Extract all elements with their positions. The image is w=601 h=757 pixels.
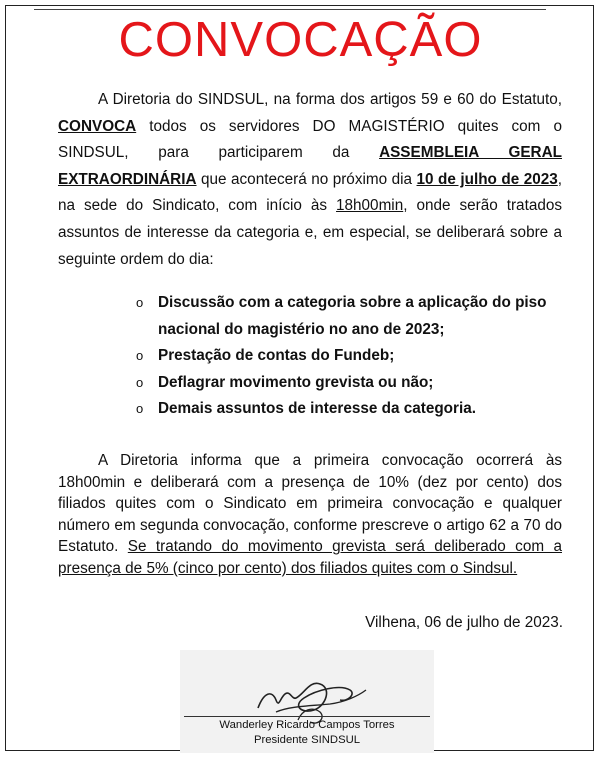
signatory-name: Wanderley Ricardo Campos Torres <box>219 719 395 731</box>
strike-quorum-text: Se tratando do movimento grevista será deliberado com a presença de 5% (cinco por cento) dos filiados quites com o Sindsul. <box>58 538 562 577</box>
convocation-text-3: , na sede do Sindicato, com início às <box>58 170 563 215</box>
place-date: Vilhena, 06 de julho de 2023. <box>365 614 563 631</box>
agenda-list <box>136 290 576 423</box>
document-title: CONVOCAÇÃO <box>118 13 483 67</box>
signatory-block <box>180 718 434 748</box>
agenda-item-text: Discussão com a categoria sobre a aplicação do piso nacional do magistério no ano de 2023; <box>158 294 547 338</box>
paragraph-convocation <box>58 87 562 273</box>
assembleia-label: ASSEMBLEIA GERAL EXTRAORDINÁRIA <box>58 144 562 188</box>
convocation-text-1: todos os servidores DO MAGISTÉRIO quites com o SINDSUL, para participarem da <box>58 117 562 162</box>
agenda-item <box>136 290 576 343</box>
signatory-role: Presidente SINDSUL <box>253 734 361 746</box>
intro-text: A Diretoria do SINDSUL, na forma dos artigos 59 e 60 do Estatuto, <box>98 91 562 108</box>
paragraph-quorum <box>58 450 562 580</box>
agenda-item-text: Deflagrar movimento grevista ou não; <box>158 373 434 391</box>
convocation-text-4: , onde serão tratados assuntos de interesse da categoria e, em especial, se deliberará sobre a seguinte ordem do dia: <box>58 197 562 268</box>
convocation-text-2: que acontecerá no próximo dia <box>196 170 417 188</box>
bullet-icon: o <box>136 374 144 390</box>
agenda-item-text: Demais assuntos de interesse da categoria. <box>158 400 476 418</box>
bullet-icon: o <box>136 401 144 417</box>
bullet-icon: o <box>136 348 144 364</box>
convoca-keyword: CONVOCA <box>58 117 137 135</box>
bullet-icon: o <box>136 295 144 310</box>
signature-line <box>184 716 430 717</box>
agenda-item <box>136 343 576 370</box>
meeting-time: 18h00min <box>336 197 404 215</box>
meeting-date: 10 de julho de 2023 <box>416 170 558 188</box>
agenda-item-text: Prestação de contas do Fundeb; <box>158 347 395 365</box>
agenda-item <box>136 396 576 423</box>
agenda-item <box>136 370 576 397</box>
quorum-text: A Diretoria informa que a primeira convocação ocorrerá às 18h00min e deliberará com a presença de 10% (dez por cento) dos filiados quites com o Sindicato em primeira convocação e qualquer número em segunda convocação, conforme prescreve o artigo 62 a 70 do Estatuto. <box>58 452 562 556</box>
